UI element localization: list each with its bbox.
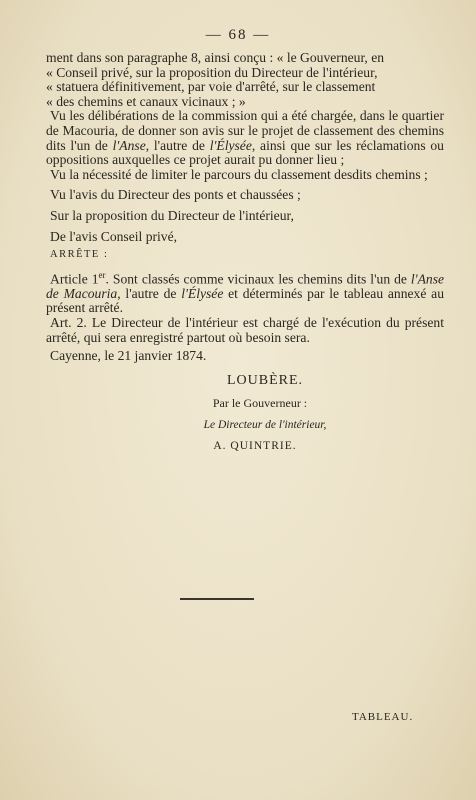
signature-signer: A. QUINTRIE. [213,439,297,452]
quote-line: ment dans son paragraphe 8, ainsi conçu : « le Gouverneur, en [46,50,385,65]
article-2: Art. 2. Le Directeur de l'intérieur est chargé de l'exécution du présent arrêté, qui sera enregistré partout où besoin sera. [46,315,444,345]
paragraph-necessite: Vu la nécessité de limiter le parcours du classement desdits chemins ; [50,166,428,182]
place-name: l'Élysée [209,137,252,153]
date-line: Cayenne, le 21 janvier 1874. [50,348,207,364]
quote-line: « des chemins et canaux vicinaux ; » [46,93,246,109]
arrete-heading: ARRÊTE : [50,249,109,261]
quote-block [46,51,444,109]
place-name: l'Anse [112,137,146,153]
place-name: l'Anse de Macouria [46,271,445,301]
separator-rule [180,598,254,600]
page-number: — 68 — [205,27,271,43]
paragraph-avis-conseil: De l'avis Conseil privé, [50,228,178,244]
paragraph-proposition: Sur la proposition du Directeur de l'intérieur, [50,207,294,223]
document-body [46,51,444,453]
signature-name: LOUBÈRE. [226,372,304,388]
place-name: l'Élysée [181,285,224,301]
signature-title: Le Directeur de l'intérieur, [203,419,327,431]
quote-line: « statuera définitivement, par voie d'arrêté, sur le classement [46,79,376,95]
paragraph-avis-directeur: Vu l'avis du Directeur des ponts et chaussées ; [50,187,301,203]
signature-by: Par le Gouverneur : [212,396,308,411]
catchword: TABLEAU. [352,711,414,723]
quote-line: « Conseil privé, sur la proposition du Directeur de l'intérieur, [46,64,378,80]
article-1: Article 1er. Sont classés comme vicinaux les chemins dits l'un de l'Anse de Macouria, l'autre de l'Élysée et déterminés par le tableau annexé au présent arrêté. [46,269,445,316]
paragraph-deliberations: Vu les délibérations de la commission qui a été chargée, dans le quartier de Macouria, de donner son avis sur le projet de classement des chemins dits l'un de l'Anse, l'autre de l'Élysée, ainsi que sur les réclamations ou oppositions auxquelles ce projet aurait pu donner lieu ; [46,108,444,168]
